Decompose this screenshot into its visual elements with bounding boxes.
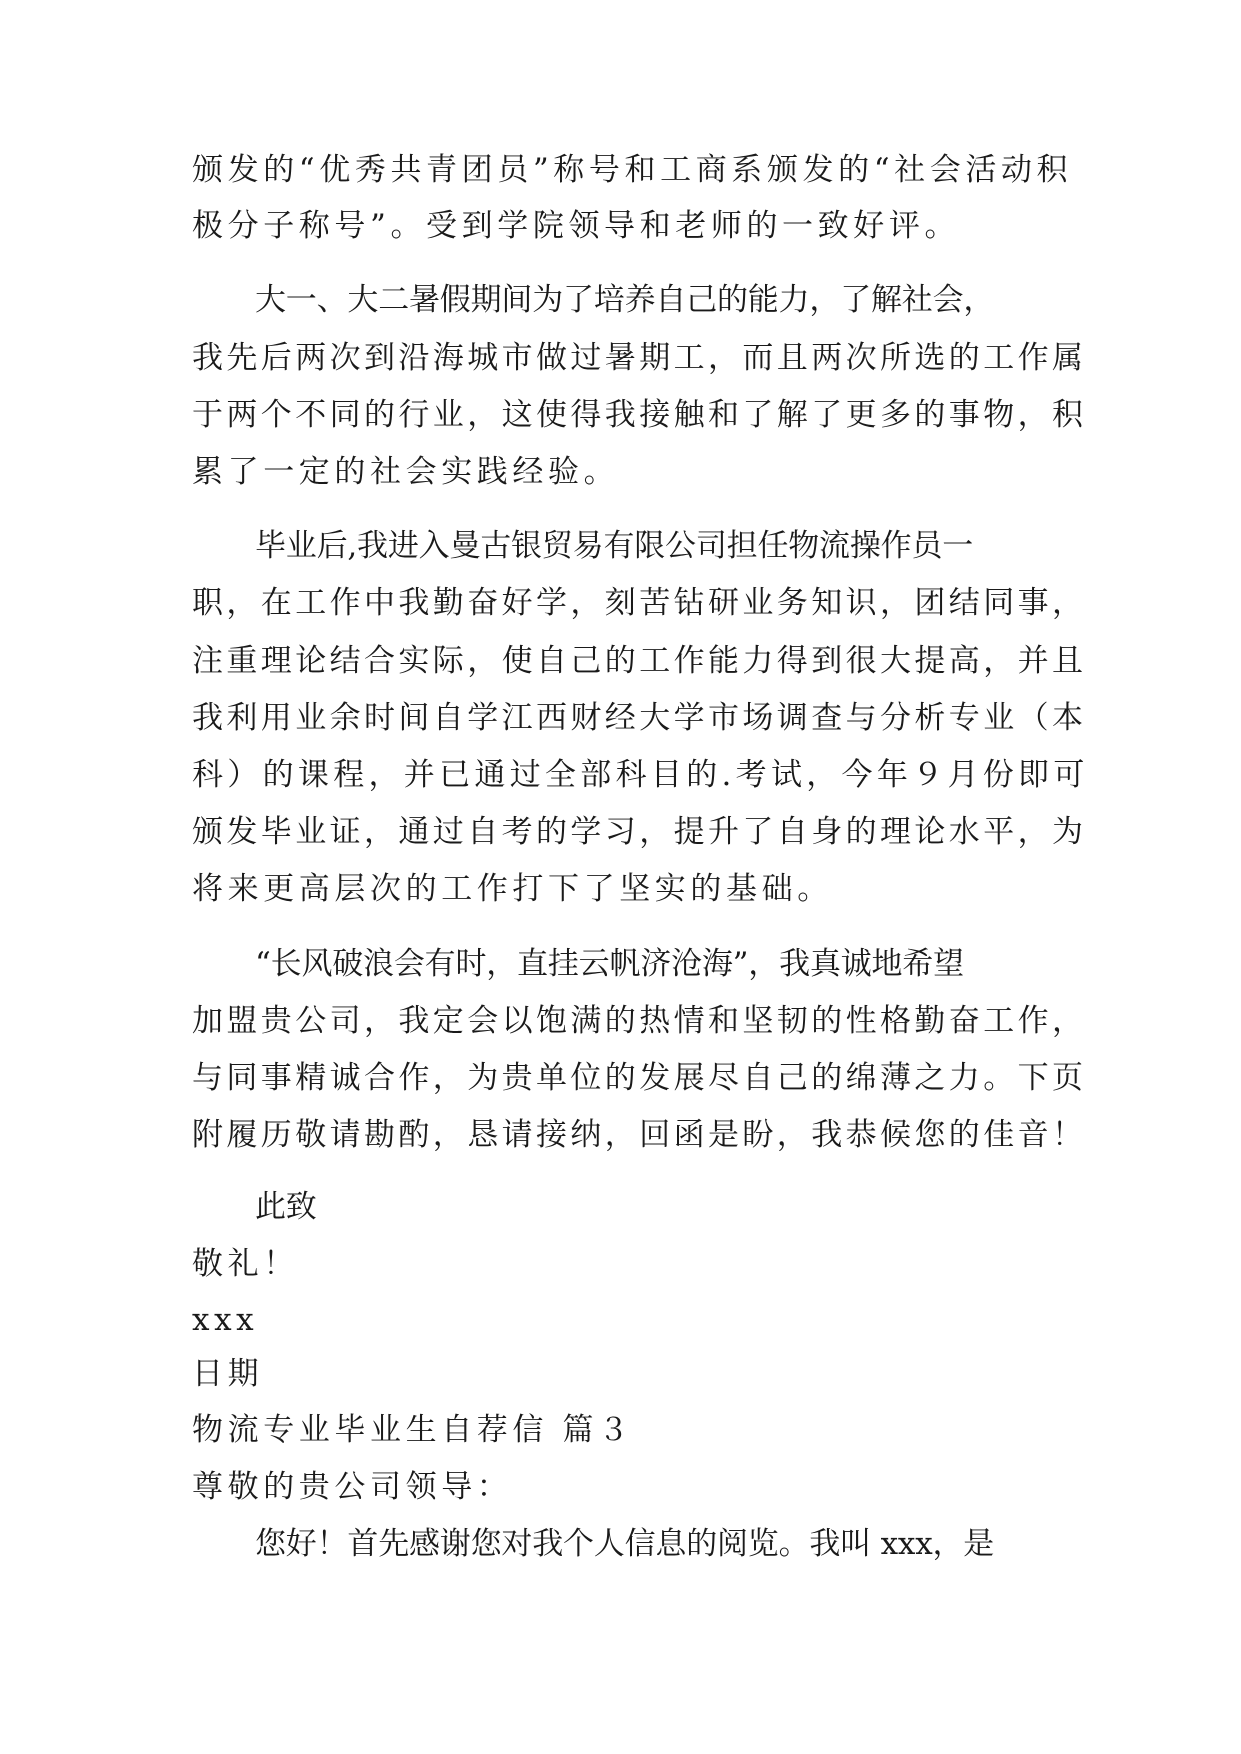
paragraph-first-line: “长风破浪会有时，直挂云帆济沧海”，我真诚地希望 <box>255 946 964 982</box>
text-line: 我先后两次到沿海城市做过暑期工，而且两次所选的工作属 <box>192 340 1087 376</box>
text-line: 科）的课程，并已通过全部科目的.考试，今年９月份即可 <box>192 757 1089 793</box>
paragraph-first-line: 您好！首先感谢您对我个人信息的阅览。我叫 xxx，是 <box>255 1526 995 1562</box>
signature-date: 日期 <box>192 1356 264 1392</box>
text-line: 于两个不同的行业，这使得我接触和了解了更多的事物，积 <box>192 397 1087 433</box>
closing-regards: 敬礼！ <box>192 1246 299 1282</box>
text-line: 累了一定的社会实践经验。 <box>192 454 620 490</box>
signature-name: xxx <box>192 1302 259 1338</box>
paragraph-first-line: 毕业后,我进入曼古银贸易有限公司担任物流操作员一 <box>255 528 974 564</box>
section-heading: 物流专业毕业生自荐信 篇３ <box>192 1412 634 1448</box>
text-line: 注重理论结合实际，使自己的工作能力得到很大提高，并且 <box>192 643 1087 679</box>
text-line: 颁发的“优秀共青团员”称号和工商系颁发的“社会活动积 <box>192 152 1073 188</box>
greeting: 尊敬的贵公司领导： <box>192 1469 513 1505</box>
text-line: 职，在工作中我勤奋好学，刻苦钻研业务知识，团结同事， <box>192 585 1087 621</box>
text-line: 与同事精诚合作，为贵单位的发展尽自己的绵薄之力。下页 <box>192 1060 1087 1096</box>
text-line: 我利用业余时间自学江西财经大学市场调查与分析专业（本 <box>192 700 1087 736</box>
text-line: 将来更高层次的工作打下了坚实的基础。 <box>192 871 833 907</box>
paragraph-first-line: 大一、大二暑假期间为了培养自己的能力，了解社会， <box>255 282 995 318</box>
text-line: 加盟贵公司，我定会以饱满的热情和坚韧的性格勤奋工作， <box>192 1003 1087 1039</box>
closing-salutation: 此致 <box>255 1189 317 1225</box>
text-line: 附履历敬请勘酌，恳请接纳，回函是盼，我恭候您的佳音！ <box>192 1117 1087 1153</box>
text-line: 颁发毕业证，通过自考的学习，提升了自身的理论水平，为 <box>192 814 1087 850</box>
text-line: 极分子称号”。受到学院领导和老师的一致好评。 <box>192 208 961 244</box>
